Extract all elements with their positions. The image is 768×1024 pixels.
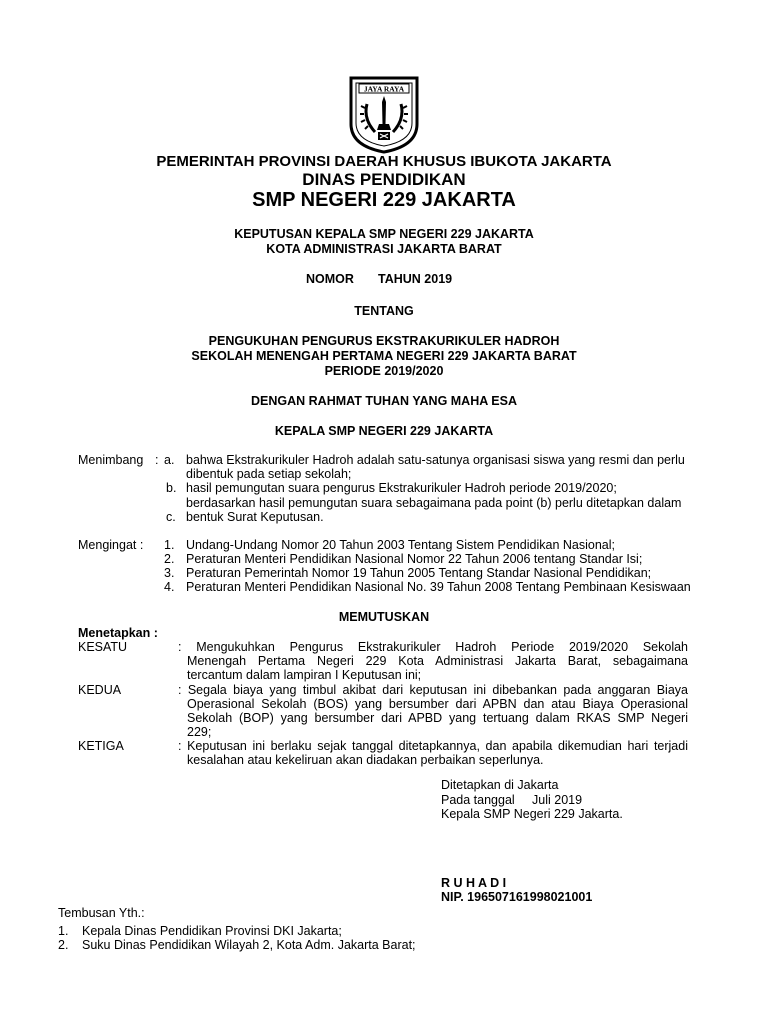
mengingat-label: Mengingat : bbox=[78, 538, 144, 552]
school-header: SMP NEGERI 229 JAKARTA bbox=[252, 189, 516, 211]
kedua-line-2: Operasional Sekolah (BOS) yang bersumber dari APBN dan atau Biaya Operasional bbox=[187, 697, 688, 711]
rahmat-line: DENGAN RAHMAT TUHAN YANG MAHA ESA bbox=[251, 394, 517, 408]
kesatu-line-1: : Mengukuhkan Pengurus Ekstrakurikuler Hadroh Periode 2019/2020 Sekolah bbox=[178, 640, 688, 654]
mengingat-item-number: 4. bbox=[164, 580, 175, 594]
subject-line-3: PERIODE 2019/2020 bbox=[324, 364, 444, 378]
mengingat-item-text: Peraturan Menteri Pendidikan Nasional Nomor 22 Tahun 2006 tentang Standar Isi; bbox=[186, 552, 643, 566]
menimbang-b-line-1: hasil pemungutan suara pengurus Ekstrakurikuler Hadroh periode 2019/2020; bbox=[186, 481, 617, 495]
ketiga-label: KETIGA bbox=[78, 739, 124, 753]
department-header: DINAS PENDIDIKAN bbox=[302, 170, 466, 189]
mengingat-item-number: 1. bbox=[164, 538, 175, 552]
signature-date: Pada tanggal Juli 2019 bbox=[441, 793, 583, 807]
mengingat-item-text: Undang-Undang Nomor 20 Tahun 2003 Tentang Sistem Pendidikan Nasional; bbox=[186, 538, 615, 552]
tembusan-item-text: Kepala Dinas Pendidikan Provinsi DKI Jakarta; bbox=[82, 924, 342, 938]
mengingat-item-text: Peraturan Pemerintah Nomor 19 Tahun 2005 Tentang Standar Nasional Pendidikan; bbox=[186, 566, 652, 580]
menimbang-a-marker: a. bbox=[164, 453, 175, 467]
signatory-name: R U H A D I bbox=[441, 876, 507, 890]
menimbang-c-line-2: bentuk Surat Keputusan. bbox=[186, 510, 324, 524]
ketiga-line-2: kesalahan atau kekeliruan akan diadakan perbaikan seperlunya. bbox=[187, 753, 544, 767]
ketiga-line-1: : Keputusan ini berlaku sejak tanggal ditetapkannya, dan apabila dikemudian hari terjadi bbox=[178, 739, 688, 753]
tembusan-item-number: 2. bbox=[58, 938, 69, 952]
logo-text: JAYA RAYA bbox=[363, 84, 405, 94]
tentang-label: TENTANG bbox=[354, 304, 414, 318]
decree-title-1: KEPUTUSAN KEPALA SMP NEGERI 229 JAKARTA bbox=[234, 227, 534, 241]
mengingat-item-number: 2. bbox=[164, 552, 175, 566]
nomor-label: NOMOR bbox=[306, 272, 354, 286]
kedua-line-3: Sekolah (BOP) yang bersumber dari APBD yang tertuang dalam RKAS SMP Negeri bbox=[187, 711, 688, 725]
kesatu-label: KESATU bbox=[78, 640, 128, 654]
tahun-label: TAHUN 2019 bbox=[378, 272, 453, 286]
memutuskan-heading: MEMUTUSKAN bbox=[338, 610, 430, 624]
menimbang-colon: : bbox=[155, 453, 159, 467]
menimbang-b-marker: b. bbox=[166, 481, 177, 495]
kedua-label: KEDUA bbox=[78, 683, 122, 697]
subject-line-1: PENGUKUHAN PENGURUS EKSTRAKURIKULER HADROH bbox=[208, 334, 560, 348]
kedua-line-4: 229; bbox=[187, 725, 212, 739]
menimbang-c-line-1: berdasarkan hasil pemungutan suara sebagaimana pada point (b) perlu ditetapkan dalam bbox=[186, 496, 682, 510]
menimbang-c-marker: c. bbox=[166, 510, 176, 524]
menimbang-a-line-2: dibentuk pada setiap sekolah; bbox=[186, 467, 352, 481]
menimbang-label: Menimbang bbox=[78, 453, 144, 467]
signature-title: Kepala SMP Negeri 229 Jakarta. bbox=[441, 807, 623, 821]
subject-line-2: SEKOLAH MENENGAH PERTAMA NEGERI 229 JAKARTA BARAT bbox=[191, 349, 577, 363]
decree-title-2: KOTA ADMINISTRASI JAKARTA BARAT bbox=[266, 242, 502, 256]
kepala-line: KEPALA SMP NEGERI 229 JAKARTA bbox=[274, 424, 494, 438]
mengingat-item-text: Peraturan Menteri Pendidikan Nasional No. 39 Tahun 2008 Tentang Pembinaan Kesiswaan bbox=[186, 580, 691, 594]
menimbang-a-line-1: bahwa Ekstrakurikuler Hadroh adalah satu-satunya organisasi siswa yang resmi dan perlu bbox=[186, 453, 685, 467]
kesatu-line-2: Menengah Pertama Negeri 229 Kota Administrasi Jakarta Barat, sebagaimana bbox=[187, 654, 688, 668]
government-header: PEMERINTAH PROVINSI DAERAH KHUSUS IBUKOTA JAKARTA bbox=[156, 153, 612, 170]
tembusan-label: Tembusan Yth.: bbox=[58, 906, 145, 920]
signatory-nip: NIP. 196507161998021001 bbox=[441, 890, 593, 904]
menetapkan-label: Menetapkan : bbox=[78, 626, 158, 640]
kedua-line-1: : Segala biaya yang timbul akibat dari keputusan ini dibebankan pada anggaran Biaya bbox=[178, 683, 688, 697]
kesatu-line-3: tercantum dalam lampiran I Keputusan ini; bbox=[187, 668, 422, 682]
tembusan-item-text: Suku Dinas Pendidikan Wilayah 2, Kota Adm. Jakarta Barat; bbox=[82, 938, 416, 952]
tembusan-item-number: 1. bbox=[58, 924, 69, 938]
signature-place: Ditetapkan di Jakarta bbox=[441, 778, 559, 792]
jaya-raya-emblem-icon bbox=[347, 74, 421, 154]
mengingat-item-number: 3. bbox=[164, 566, 175, 580]
